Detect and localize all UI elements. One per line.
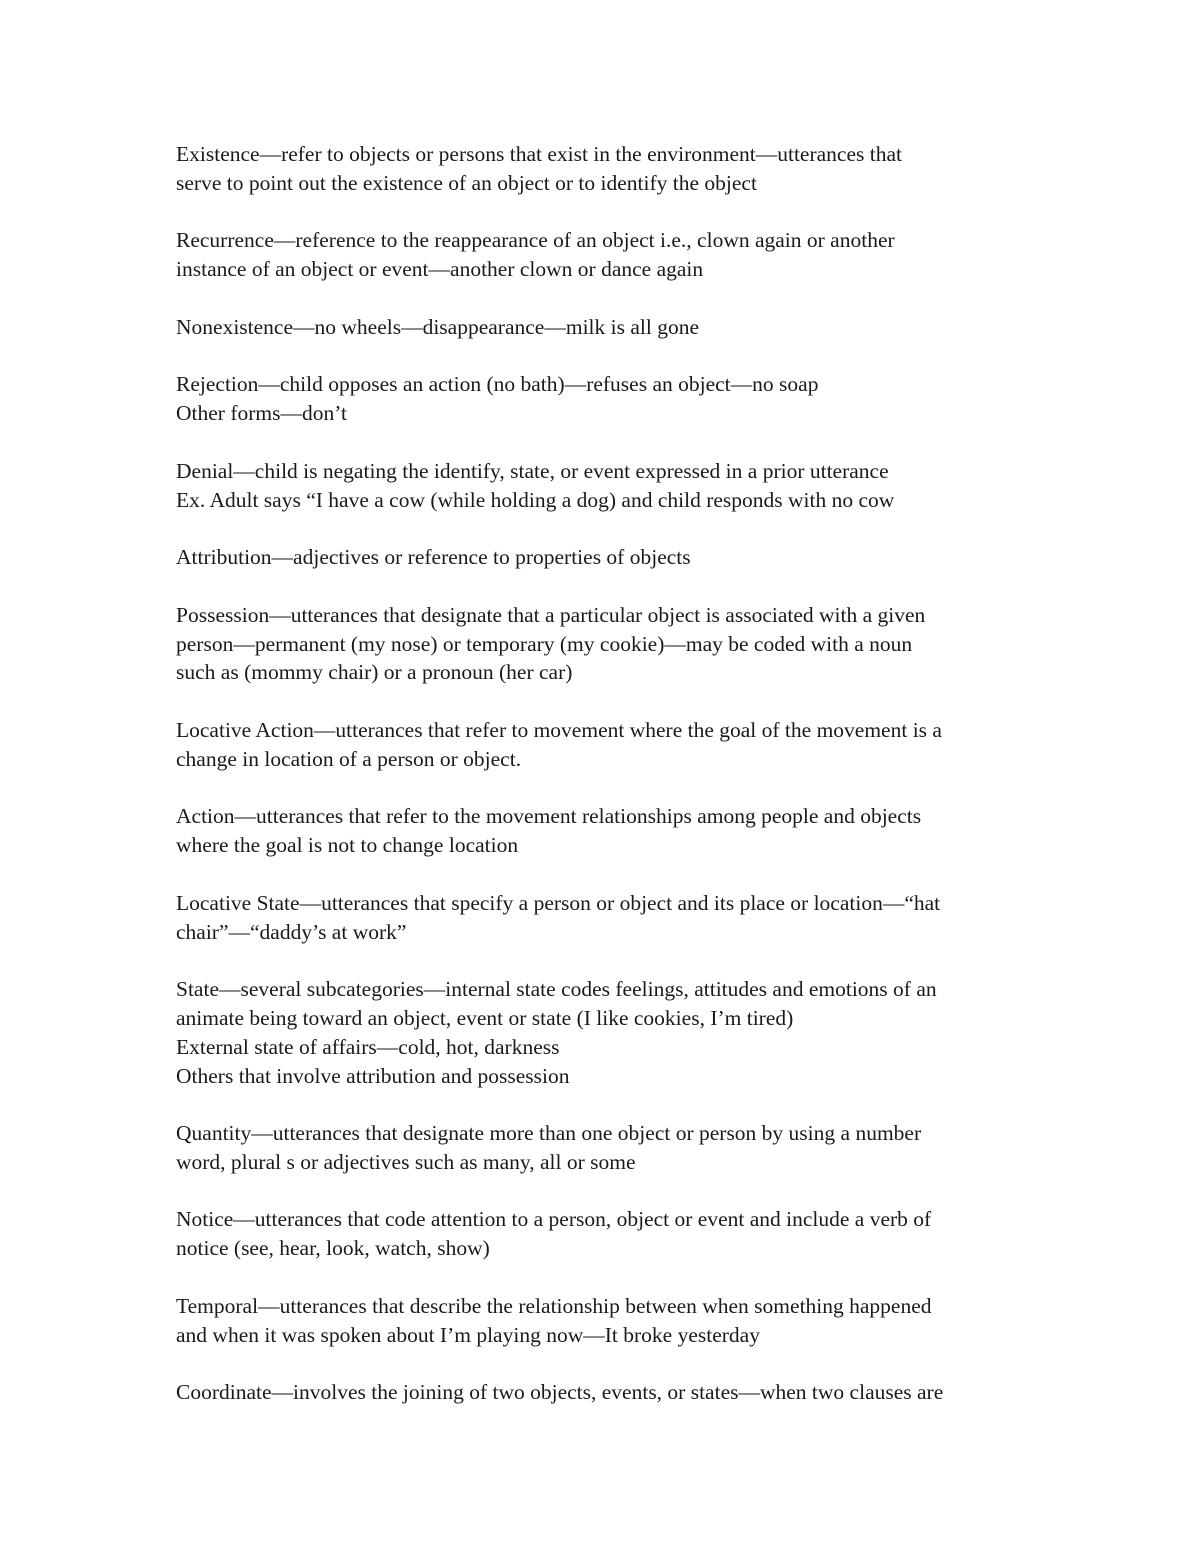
text-line: Other forms—don’t	[176, 401, 347, 426]
text-line: Others that involve attribution and possession	[176, 1063, 570, 1088]
text-line: Notice—utterances that code attention to a person, object or event and include a verb of	[176, 1207, 932, 1232]
paragraph	[176, 1205, 1036, 1263]
text-line: Action—utterances that refer to the movement relationships among people and objects	[176, 804, 922, 829]
text-line: notice (see, hear, look, watch, show)	[176, 1236, 490, 1261]
text-line: chair”—“daddy’s at work”	[176, 919, 407, 944]
paragraph	[176, 601, 1036, 687]
text-line: Temporal—utterances that describe the relationship between when something happened	[176, 1293, 932, 1318]
paragraph	[176, 889, 1036, 947]
paragraph	[176, 226, 1036, 284]
text-line: change in location of a person or object.	[176, 746, 522, 771]
paragraph	[176, 457, 1036, 515]
text-line: word, plural s or adjectives such as many, all or some	[176, 1149, 636, 1174]
text-line: Attribution—adjectives or reference to properties of objects	[176, 545, 691, 570]
document-body	[176, 140, 1036, 1436]
text-line: serve to point out the existence of an object or to identify the object	[176, 170, 757, 195]
text-line: such as (mommy chair) or a pronoun (her car)	[176, 660, 573, 685]
text-line: Quantity—utterances that designate more than one object or person by using a number	[176, 1121, 922, 1146]
text-line: animate being toward an object, event or state (I like cookies, I’m tired)	[176, 1005, 794, 1030]
paragraph	[176, 716, 1036, 774]
text-line: Ex. Adult says “I have a cow (while holding a dog) and child responds with no cow	[176, 487, 895, 512]
paragraph	[176, 370, 1036, 428]
paragraph	[176, 543, 1036, 572]
text-line: Locative Action—utterances that refer to movement where the goal of the movement is a	[176, 717, 942, 742]
paragraph	[176, 975, 1036, 1090]
text-line: person—permanent (my nose) or temporary (my cookie)—may be coded with a noun	[176, 631, 913, 656]
paragraph	[176, 313, 1036, 342]
text-line: Coordinate—involves the joining of two objects, events, or states—when two clauses are	[176, 1380, 944, 1405]
text-line: Possession—utterances that designate that a particular object is associated with a given	[176, 602, 926, 627]
text-line: Denial—child is negating the identify, state, or event expressed in a prior utterance	[176, 458, 889, 483]
text-line: State—several subcategories—internal state codes feelings, attitudes and emotions of an	[176, 977, 937, 1002]
text-line: where the goal is not to change location	[176, 833, 519, 858]
text-line: Rejection—child opposes an action (no bath)—refuses an object—no soap	[176, 372, 819, 397]
paragraph	[176, 802, 1036, 860]
text-line: and when it was spoken about I’m playing now—It broke yesterday	[176, 1322, 760, 1347]
paragraph	[176, 140, 1036, 198]
paragraph	[176, 1292, 1036, 1350]
text-line: Recurrence—reference to the reappearance of an object i.e., clown again or another	[176, 228, 895, 253]
text-line: Locative State—utterances that specify a person or object and its place or location—“hat	[176, 890, 941, 915]
text-line: Existence—refer to objects or persons that exist in the environment—utterances that	[176, 142, 902, 166]
text-line: Nonexistence—no wheels—disappearance—milk is all gone	[176, 314, 700, 339]
paragraph	[176, 1378, 1036, 1407]
text-line: instance of an object or event—another clown or dance again	[176, 257, 704, 282]
paragraph	[176, 1119, 1036, 1177]
text-line: External state of affairs—cold, hot, darkness	[176, 1034, 560, 1059]
